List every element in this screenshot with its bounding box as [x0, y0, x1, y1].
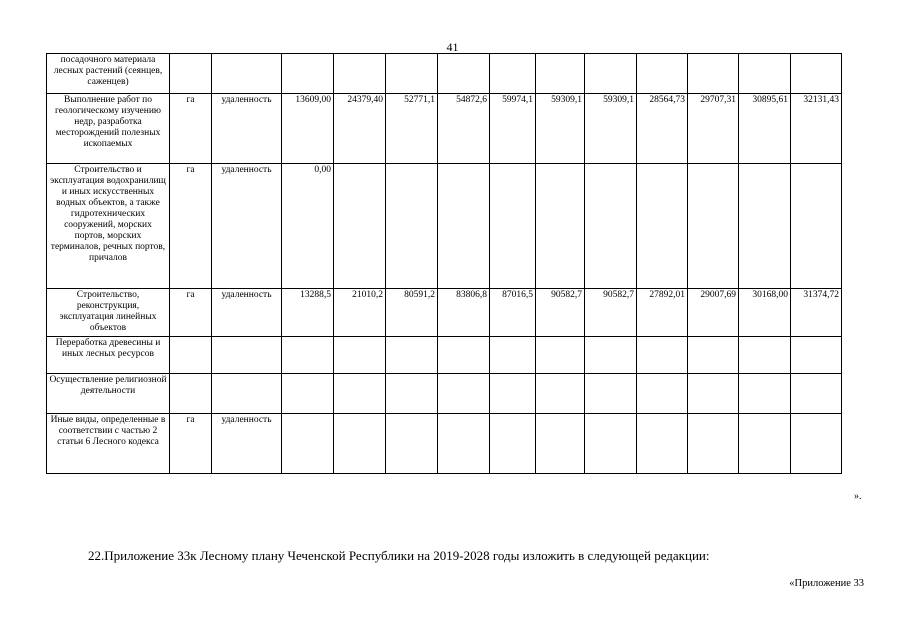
value-cell: 28564,73 — [637, 94, 688, 164]
value-cell — [438, 374, 490, 414]
value-cell — [282, 374, 334, 414]
value-cell — [791, 374, 842, 414]
value-cell — [438, 337, 490, 374]
value-cell — [490, 164, 536, 289]
value-cell — [386, 54, 438, 94]
value-cell: 27892,01 — [637, 289, 688, 337]
value-cell — [490, 374, 536, 414]
value-cell: 90582,7 — [536, 289, 585, 337]
value-cell: 29707,31 — [688, 94, 739, 164]
unit-cell: га — [170, 94, 212, 164]
value-cell — [688, 337, 739, 374]
value-cell — [334, 164, 386, 289]
unit-cell: га — [170, 164, 212, 289]
value-cell: 54872,6 — [438, 94, 490, 164]
value-cell — [438, 54, 490, 94]
amendment-paragraph: 22.Приложение 33к Лесному плану Чеченской Республики на 2019-2028 годы изложить в следующей редакции: — [88, 548, 710, 563]
value-cell: 13609,00 — [282, 94, 334, 164]
value-cell — [637, 414, 688, 474]
value-cell — [739, 164, 791, 289]
value-cell: 30895,61 — [739, 94, 791, 164]
value-cell — [739, 54, 791, 94]
value-cell: 31374,72 — [791, 289, 842, 337]
value-cell — [490, 414, 536, 474]
value-cell — [536, 54, 585, 94]
table-row — [47, 164, 842, 289]
value-cell: 59309,1 — [585, 94, 637, 164]
activity-name-cell: Строительство и эксплуатация водохранилищ и иных искусственных водных объектов, а также гидротехнических сооружений, морских портов, морских терминалов, речных портов, причалов — [47, 164, 170, 289]
value-cell — [688, 374, 739, 414]
value-cell: 59974,1 — [490, 94, 536, 164]
unit-cell — [170, 54, 212, 94]
value-cell — [334, 374, 386, 414]
value-cell: 52771,1 — [386, 94, 438, 164]
table-row — [47, 54, 842, 94]
value-cell — [637, 374, 688, 414]
basis-cell — [212, 374, 282, 414]
value-cell — [282, 414, 334, 474]
value-cell — [386, 414, 438, 474]
value-cell — [688, 164, 739, 289]
basis-cell — [212, 337, 282, 374]
value-cell — [536, 374, 585, 414]
page-number: 41 — [446, 40, 459, 54]
value-cell: 90582,7 — [585, 289, 637, 337]
table-row — [47, 414, 842, 474]
value-cell — [536, 164, 585, 289]
forest-plan-table — [46, 53, 842, 474]
value-cell — [386, 374, 438, 414]
activity-name-cell: Строительство, реконструкция, эксплуатация линейных объектов — [47, 289, 170, 337]
unit-cell — [170, 374, 212, 414]
value-cell: 21010,2 — [334, 289, 386, 337]
value-cell: 83806,8 — [438, 289, 490, 337]
value-cell: 80591,2 — [386, 289, 438, 337]
value-cell — [438, 414, 490, 474]
value-cell — [585, 164, 637, 289]
value-cell: 59309,1 — [536, 94, 585, 164]
unit-cell: га — [170, 414, 212, 474]
value-cell — [688, 414, 739, 474]
value-cell — [438, 164, 490, 289]
value-cell — [585, 414, 637, 474]
table-row — [47, 374, 842, 414]
activity-name-cell: Выполнение работ по геологическому изучению недр, разработка месторождений полезных ископаемых — [47, 94, 170, 164]
value-cell — [585, 54, 637, 94]
table-row — [47, 94, 842, 164]
value-cell — [386, 337, 438, 374]
activity-name-cell: Осуществление религиозной деятельности — [47, 374, 170, 414]
table-row — [47, 289, 842, 337]
value-cell: 13288,5 — [282, 289, 334, 337]
value-cell: 24379,40 — [334, 94, 386, 164]
value-cell: 30168,00 — [739, 289, 791, 337]
activity-name-cell: Иные виды, определенные в соответствии с частью 2 статьи 6 Лесного кодекса — [47, 414, 170, 474]
table-row — [47, 337, 842, 374]
value-cell — [386, 164, 438, 289]
value-cell: 29007,69 — [688, 289, 739, 337]
basis-cell — [212, 54, 282, 94]
value-cell — [536, 337, 585, 374]
value-cell: 32131,43 — [791, 94, 842, 164]
basis-cell: удаленность — [212, 414, 282, 474]
value-cell: 87016,5 — [490, 289, 536, 337]
appendix-label: «Приложение 33 — [789, 578, 864, 589]
basis-cell: удаленность — [212, 289, 282, 337]
value-cell — [791, 54, 842, 94]
unit-cell: га — [170, 289, 212, 337]
value-cell — [791, 414, 842, 474]
value-cell — [739, 337, 791, 374]
value-cell — [637, 54, 688, 94]
closing-quote: ». — [854, 491, 862, 502]
value-cell — [791, 337, 842, 374]
value-cell — [282, 54, 334, 94]
value-cell — [282, 337, 334, 374]
unit-cell — [170, 337, 212, 374]
value-cell — [739, 374, 791, 414]
value-cell — [490, 54, 536, 94]
basis-cell: удаленность — [212, 94, 282, 164]
value-cell — [490, 337, 536, 374]
basis-cell: удаленность — [212, 164, 282, 289]
value-cell — [637, 337, 688, 374]
value-cell — [688, 54, 739, 94]
value-cell — [334, 54, 386, 94]
value-cell — [739, 414, 791, 474]
value-cell — [585, 374, 637, 414]
value-cell — [637, 164, 688, 289]
value-cell — [585, 337, 637, 374]
value-cell — [334, 337, 386, 374]
value-cell: 0,00 — [282, 164, 334, 289]
value-cell — [791, 164, 842, 289]
value-cell — [334, 414, 386, 474]
activity-name-cell: Переработка древесины и иных лесных ресурсов — [47, 337, 170, 374]
value-cell — [536, 414, 585, 474]
activity-name-cell: посадочного материала лесных растений (сеянцев, саженцев) — [47, 54, 170, 94]
